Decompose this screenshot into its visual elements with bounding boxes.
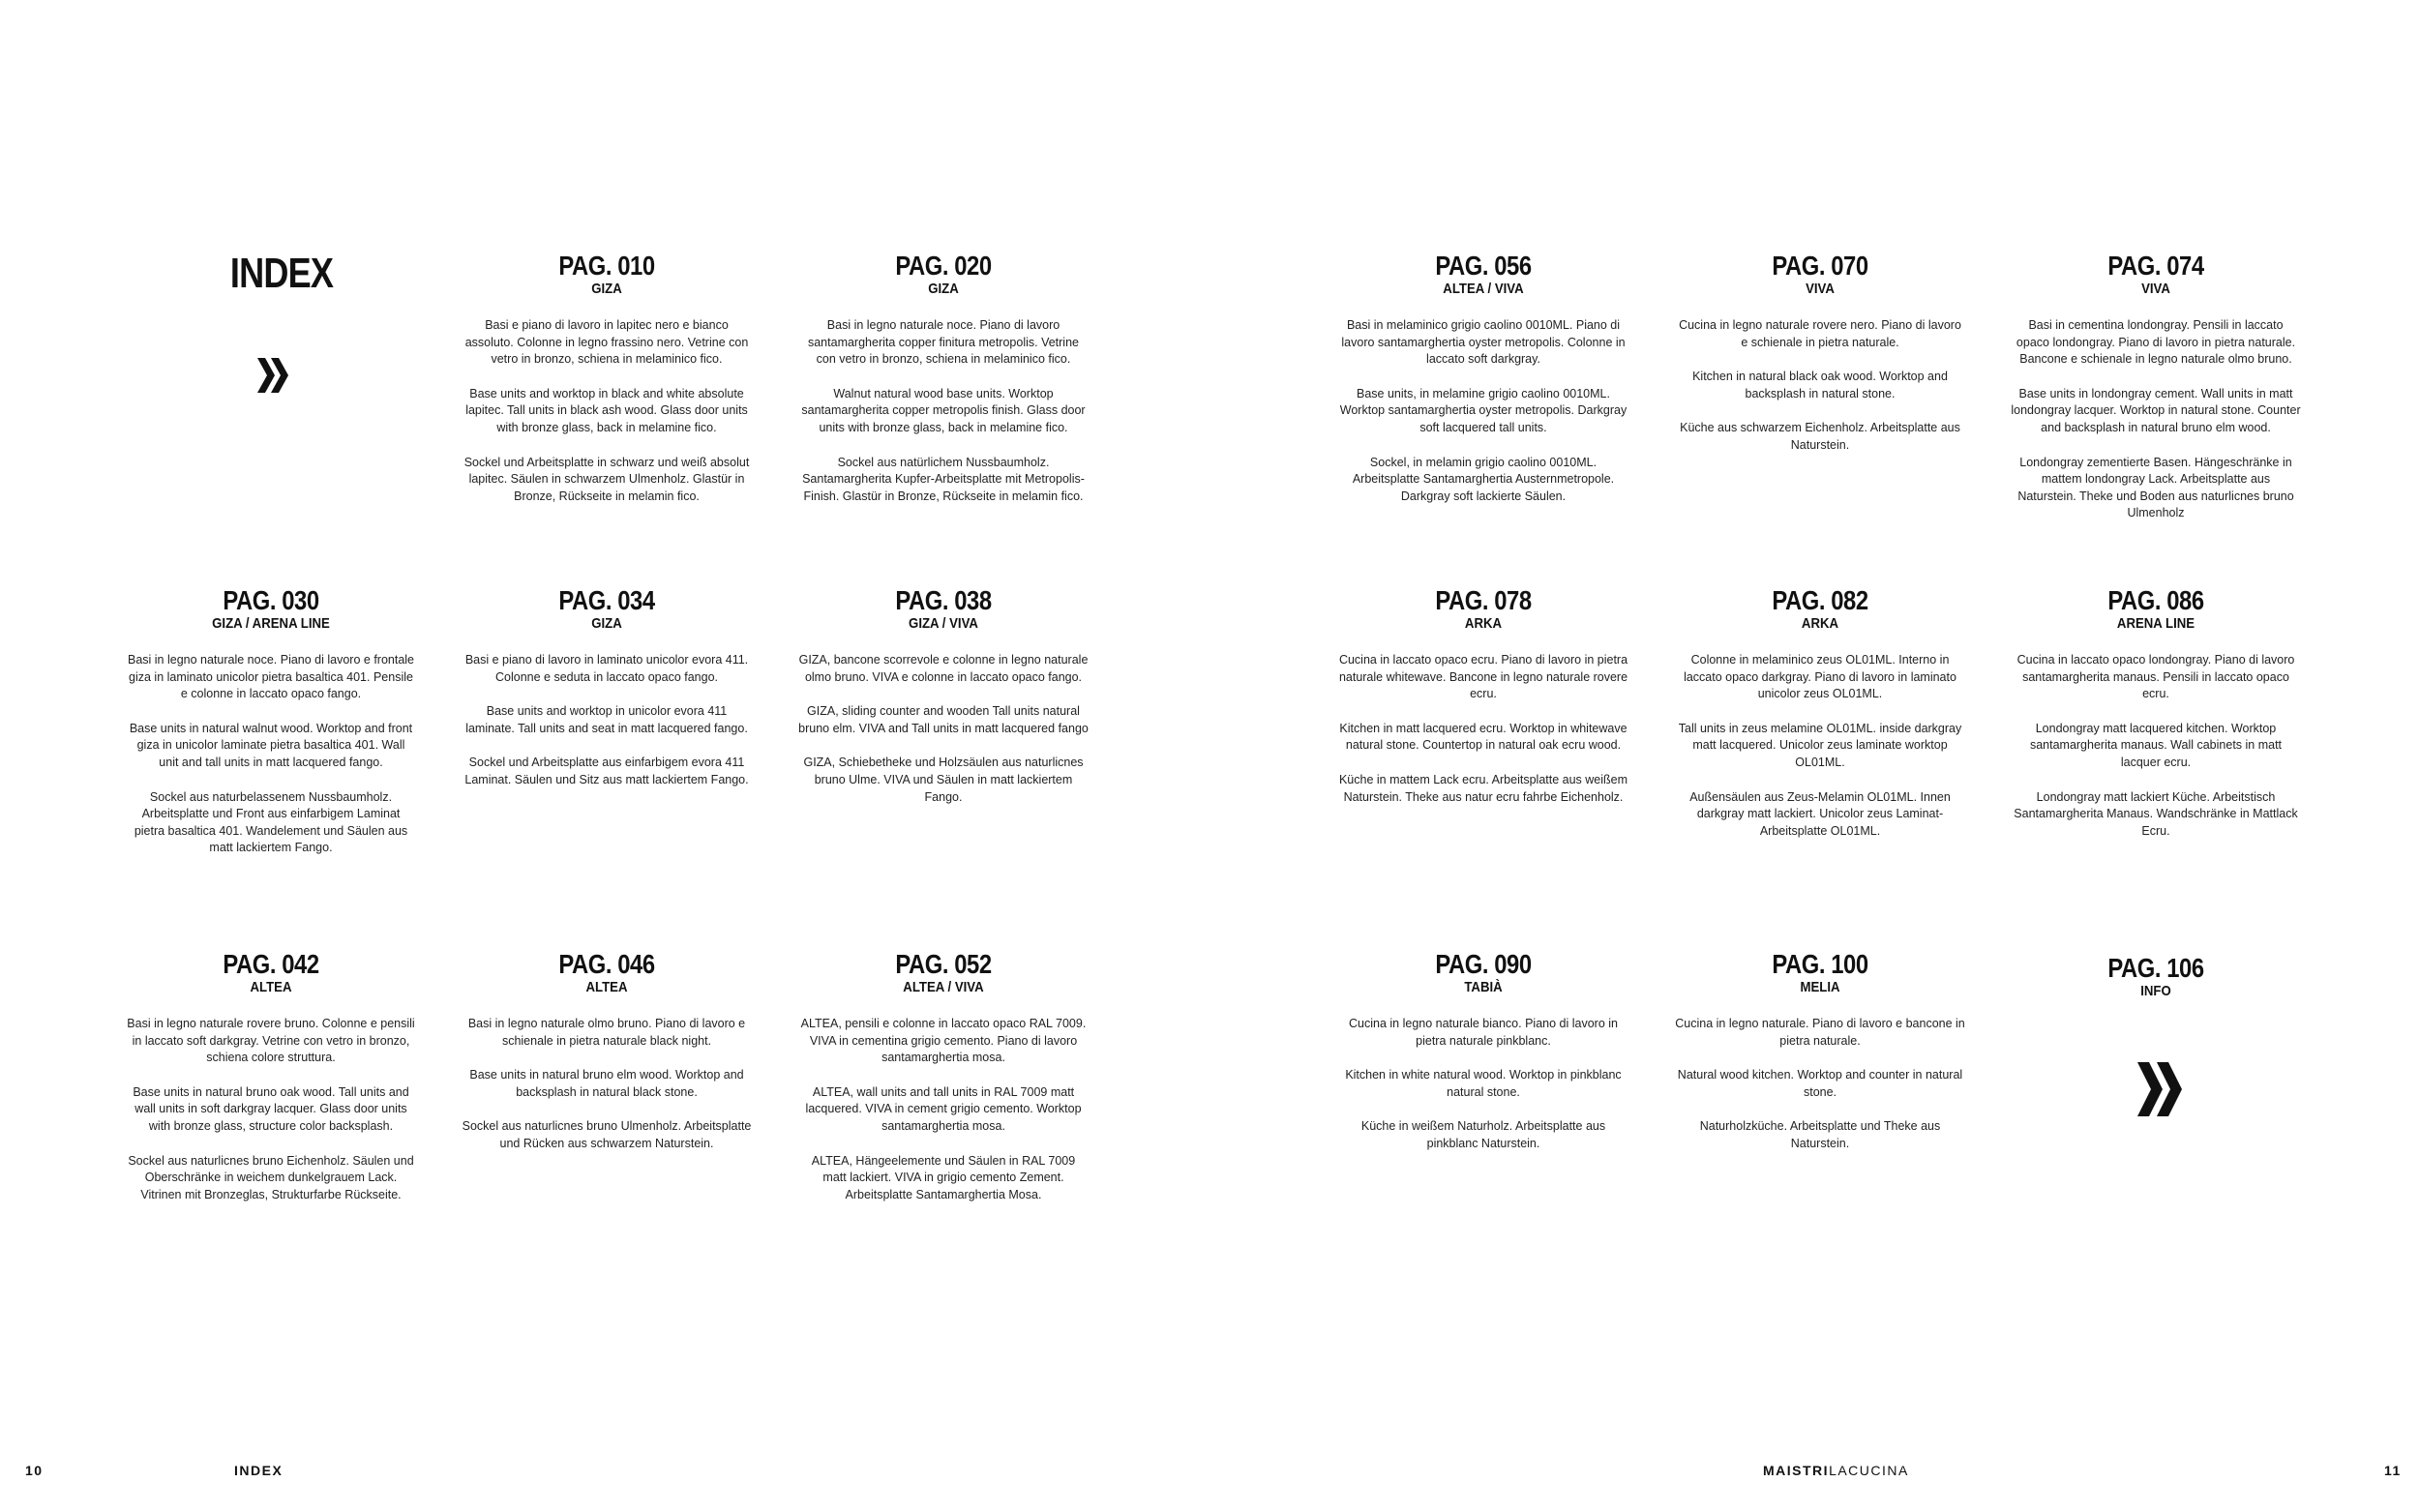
- description: [126, 652, 416, 857]
- model-name: INFO: [2140, 983, 2171, 999]
- description: [2011, 317, 2301, 522]
- description: [462, 652, 752, 789]
- index-entry: [1338, 252, 1628, 522]
- index-entry: [1675, 252, 1965, 472]
- description-paragraph: Cucina in laccato opaco ecru. Piano di lavoro in pietra naturale whitewave. Bancone in legno naturale rovere ecru.: [1338, 653, 1628, 701]
- description-paragraph: Basi in legno naturale noce. Piano di lavoro e frontale giza in laminato unicolor pietra basaltica 401. Pensile e colonne in laccato opaco fango.: [127, 653, 415, 701]
- description-paragraph: Basi in cementina londongray. Pensili in laccato opaco londongray. Piano di lavoro in pietra naturale. Bancone e schienale in legno naturale olmo bruno.: [2016, 318, 2296, 367]
- page-reference: PAG. 078: [1435, 585, 1532, 615]
- description-paragraph: Sockel und Arbeitsplatte aus einfarbigem evora 411 Laminat. Säulen und Sitz aus matt lackiertem Fango.: [464, 756, 749, 786]
- description-paragraph: Cucina in legno naturale rovere nero. Piano di lavoro e schienale in pietra naturale.: [1679, 318, 1961, 349]
- right-page-number: 11: [2384, 1463, 2402, 1478]
- page-reference: PAG. 052: [895, 949, 992, 979]
- description: [798, 652, 1089, 806]
- index-entry: [2011, 586, 2301, 857]
- page-reference: PAG. 106: [2107, 953, 2204, 983]
- model-name: TABIÀ: [1464, 979, 1503, 995]
- description: [1338, 652, 1628, 806]
- description-paragraph: Base units and worktop in black and white absolute lapitec. Tall units in black ash wood. Glass door units with bronze glass, back in melamine fico.: [465, 386, 748, 434]
- description-paragraph: Base units and worktop in unicolor evora 411 laminate. Tall units and seat in matt lacquered fango.: [465, 704, 748, 735]
- description: [1675, 1016, 1965, 1153]
- description-paragraph: Base units, in melamine grigio caolino 0010ML. Worktop santamarghertia oyster metropolis. Darkgray soft lacquered tall units.: [1339, 386, 1628, 434]
- index-entry: [798, 252, 1089, 522]
- page-reference: PAG. 082: [1772, 585, 1868, 615]
- description: [798, 317, 1089, 505]
- index-entry: [2011, 954, 2301, 1000]
- description-paragraph: Londongray matt lackiert Küche. Arbeitstisch Santamargherita Manaus. Wandschränke in Mattlack Ecru.: [2014, 789, 2298, 838]
- description-paragraph: GIZA, sliding counter and wooden Tall units natural bruno elm. VIVA and Tall units in matt lacquered fango: [798, 704, 1089, 735]
- description-paragraph: Basi e piano di lavoro in lapitec nero e bianco assoluto. Colonne in legno frassino nero. Vetrine con vetro in bronzo, schiena in melaminico fico.: [464, 318, 749, 367]
- page-reference: PAG. 090: [1435, 949, 1532, 979]
- model-name: GIZA: [591, 281, 622, 297]
- description-paragraph: Küche in mattem Lack ecru. Arbeitsplatte aus weißem Naturstein. Theke aus natur ecru fahrbe Eichenholz.: [1338, 772, 1628, 804]
- description: [1675, 317, 1965, 455]
- index-entry: [2011, 252, 2301, 540]
- description-paragraph: Kitchen in natural black oak wood. Worktop and backsplash in natural stone.: [1692, 370, 1948, 400]
- description-paragraph: Cucina in laccato opaco londongray. Piano di lavoro santamargherita manaus. Pensili in laccato opaco ecru.: [2016, 653, 2295, 701]
- description-paragraph: Kitchen in white natural wood. Worktop in pinkblanc natural stone.: [1345, 1068, 1622, 1099]
- left-page-number: 10: [25, 1463, 44, 1478]
- page-reference: PAG. 056: [1435, 251, 1532, 281]
- page-reference: PAG. 010: [558, 251, 655, 281]
- description: [798, 1016, 1089, 1203]
- page-reference: PAG. 034: [558, 585, 655, 615]
- page-reference: PAG. 074: [2107, 251, 2204, 281]
- description-paragraph: Base units in natural bruno oak wood. Tall units and wall units in soft darkgray lacquer. Glass door units with bronze glass, structure color backsplash.: [133, 1084, 409, 1133]
- double-chevron-right-icon: [2134, 1058, 2188, 1120]
- model-name: GIZA / ARENA LINE: [212, 615, 330, 632]
- page-reference: PAG. 046: [558, 949, 655, 979]
- brand-light: LACUCINA: [1829, 1463, 1909, 1478]
- description-paragraph: Tall units in zeus melamine OL01ML. inside darkgray matt lacquered. Unicolor zeus laminate worktop OL01ML.: [1678, 721, 1962, 769]
- description: [1675, 652, 1965, 840]
- description-paragraph: Londongray zementierte Basen. Hängeschränke in mattem londongray Lack. Arbeitsplatte aus Naturstein. Theke und Boden aus naturlicnes bruno Ulmenholz: [2017, 455, 2294, 520]
- brand-bold: MAISTRI: [1763, 1463, 1830, 1478]
- description-paragraph: Base units in natural bruno elm wood. Worktop and backsplash in natural black stone.: [469, 1068, 744, 1099]
- double-chevron-right-icon: [254, 354, 292, 397]
- page-reference: PAG. 038: [895, 585, 992, 615]
- description-paragraph: Basi e piano di lavoro in laminato unicolor evora 411. Colonne e seduta in laccato opaco fango.: [464, 653, 749, 684]
- description-paragraph: Basi in legno naturale rovere bruno. Colonne e pensili in laccato soft darkgray. Vetrine con vetro in bronzo, schiena colore struttura.: [127, 1017, 415, 1065]
- model-name: ARKA: [1801, 615, 1839, 632]
- description-paragraph: GIZA, Schiebetheke und Holzsäulen aus naturlicnes bruno Ulme. VIVA und Säulen in matt lackiertem Fango.: [803, 756, 1084, 804]
- description-paragraph: Sockel, in melamin grigio caolino 0010ML. Arbeitsplatte Santamarghertia Austernmetropole. Darkgray soft lackierte Säulen.: [1352, 455, 1615, 503]
- model-name: ARKA: [1464, 615, 1503, 632]
- description: [1338, 317, 1628, 505]
- model-name: ALTEA: [250, 979, 292, 995]
- model-name: ALTEA / VIVA: [903, 979, 984, 995]
- description-paragraph: Colonne in melaminico zeus OL01ML. Interno in laccato opaco darkgray. Piano di lavoro in laminato unicolor zeus OL01ML.: [1684, 653, 1956, 701]
- description-paragraph: GIZA, bancone scorrevole e colonne in legno naturale olmo bruno. VIVA e colonne in laccato opaco fango.: [798, 653, 1089, 684]
- index-entry: [1675, 950, 1965, 1171]
- description-paragraph: Base units in natural walnut wood. Worktop and front giza in unicolor laminate pietra basaltica 401. Wall unit and tall units in matt lacquered fango.: [129, 721, 413, 769]
- index-entry: [462, 950, 752, 1171]
- section-label: INDEX: [234, 1463, 284, 1478]
- description: [126, 1016, 416, 1203]
- description-paragraph: Basi in melaminico grigio caolino 0010ML. Piano di lavoro santamarghertia oyster metropolis. Colonne in laccato soft darkgray.: [1341, 318, 1626, 367]
- page-reference: PAG. 070: [1772, 251, 1868, 281]
- description: [2011, 652, 2301, 840]
- model-name: ALTEA / VIVA: [1443, 281, 1524, 297]
- index-entry: [462, 252, 752, 522]
- description-paragraph: Naturholzküche. Arbeitsplatte und Theke aus Naturstein.: [1699, 1119, 1941, 1150]
- description-paragraph: Cucina in legno naturale bianco. Piano di lavoro in pietra naturale pinkblanc.: [1349, 1017, 1618, 1048]
- description-paragraph: Cucina in legno naturale. Piano di lavoro e bancone in pietra naturale.: [1675, 1017, 1965, 1048]
- model-name: MELIA: [1800, 979, 1840, 995]
- description-paragraph: Sockel aus natürlichem Nussbaumholz. Santamargherita Kupfer-Arbeitsplatte mit Metropolis-Finish. Glastür in Bronze, Rückseite in melamin fico.: [802, 455, 1085, 503]
- page-reference: PAG. 100: [1772, 949, 1868, 979]
- description-paragraph: ALTEA, Hängeelemente und Säulen in RAL 7009 matt lackiert. VIVA in grigio cemento Zement. Arbeitsplatte Santamarghertia Mosa.: [811, 1153, 1076, 1201]
- model-name: ARENA LINE: [2116, 615, 2195, 632]
- description-paragraph: Base units in londongray cement. Wall units in matt londongray lacquer. Worktop in natural stone. Counter and backsplash in natural bruno elm wood.: [2011, 386, 2301, 434]
- model-name: GIZA: [928, 281, 959, 297]
- description: [462, 1016, 752, 1153]
- description-paragraph: Londongray matt lacquered kitchen. Worktop santamargherita manaus. Wall cabinets in matt lacquer ecru.: [2029, 721, 2283, 769]
- description: [1338, 1016, 1628, 1153]
- description-paragraph: Kitchen in matt lacquered ecru. Worktop in whitewave natural stone. Countertop in natural oak ecru wood.: [1339, 721, 1628, 753]
- description-paragraph: Natural wood kitchen. Worktop and counter in natural stone.: [1677, 1068, 1963, 1099]
- index-entry: [126, 586, 416, 875]
- description-paragraph: Küche aus schwarzem Eichenholz. Arbeitsplatte aus Naturstein.: [1680, 421, 1960, 452]
- index-entry: [1338, 586, 1628, 823]
- brand-logo: [1763, 1463, 1909, 1478]
- description-paragraph: Sockel aus naturlicnes bruno Eichenholz. Säulen und Oberschränke in weichem dunkelgrauem Lack. Vitrinen mit Bronzeglas, Strukturfarbe Rückseite.: [128, 1153, 414, 1201]
- page-reference: PAG. 042: [223, 949, 319, 979]
- index-entry: [1338, 950, 1628, 1171]
- page-reference: PAG. 030: [223, 585, 319, 615]
- description-paragraph: ALTEA, wall units and tall units in RAL 7009 matt lacquered. VIVA in cement grigio cemento. Worktop santamarghertia mosa.: [805, 1084, 1082, 1133]
- model-name: GIZA / VIVA: [909, 615, 978, 632]
- description-paragraph: Küche in weißem Naturholz. Arbeitsplatte aus pinkblanc Naturstein.: [1360, 1119, 1606, 1150]
- index-entry: [462, 586, 752, 807]
- description-paragraph: Außensäulen aus Zeus-Melamin OL01ML. Innen darkgray matt lackiert. Unicolor zeus Laminat-Arbeitsplatte OL01ML.: [1689, 789, 1951, 838]
- model-name: VIVA: [1806, 281, 1835, 297]
- description-paragraph: Basi in legno naturale noce. Piano di lavoro santamargherita copper finitura metropolis. Vetrine con vetro in bronzo, schiena in melaminico fico.: [807, 318, 1079, 367]
- model-name: GIZA: [591, 615, 622, 632]
- index-entry: [798, 950, 1089, 1221]
- page-reference: PAG. 020: [895, 251, 992, 281]
- index-entry: [1675, 586, 1965, 857]
- model-name: ALTEA: [585, 979, 628, 995]
- page-reference: PAG. 086: [2107, 585, 2204, 615]
- description-paragraph: ALTEA, pensili e colonne in laccato opaco RAL 7009. VIVA in cementina grigio cemento. Piano di lavoro santamarghertia mosa.: [800, 1017, 1087, 1065]
- description-paragraph: Sockel und Arbeitsplatte in schwarz und weiß absolut lapitec. Säulen in schwarzem Ulmenholz. Glastür in Bronze, Rückseite in melamin fico.: [463, 455, 750, 503]
- index-entry: [798, 586, 1089, 823]
- model-name: VIVA: [2141, 281, 2170, 297]
- index-title: INDEX: [229, 250, 334, 297]
- description-paragraph: Walnut natural wood base units. Worktop santamargherita copper metropolis finish. Glass door units with bronze glass, back in melamine fico.: [801, 386, 1086, 434]
- description-paragraph: Sockel aus naturbelassenem Nussbaumholz. Arbeitsplatte und Front aus einfarbigem Laminat pietra basaltica 401. Wandelement und Säulen aus matt lackiertem Fango.: [134, 789, 408, 855]
- description: [462, 317, 752, 505]
- description-paragraph: Basi in legno naturale olmo bruno. Piano di lavoro e schienale in pietra naturale black night.: [467, 1017, 746, 1048]
- index-entry: [126, 950, 416, 1221]
- description-paragraph: Sockel aus naturlicnes bruno Ulmenholz. Arbeitsplatte und Rücken aus schwarzem Naturstein.: [462, 1119, 752, 1150]
